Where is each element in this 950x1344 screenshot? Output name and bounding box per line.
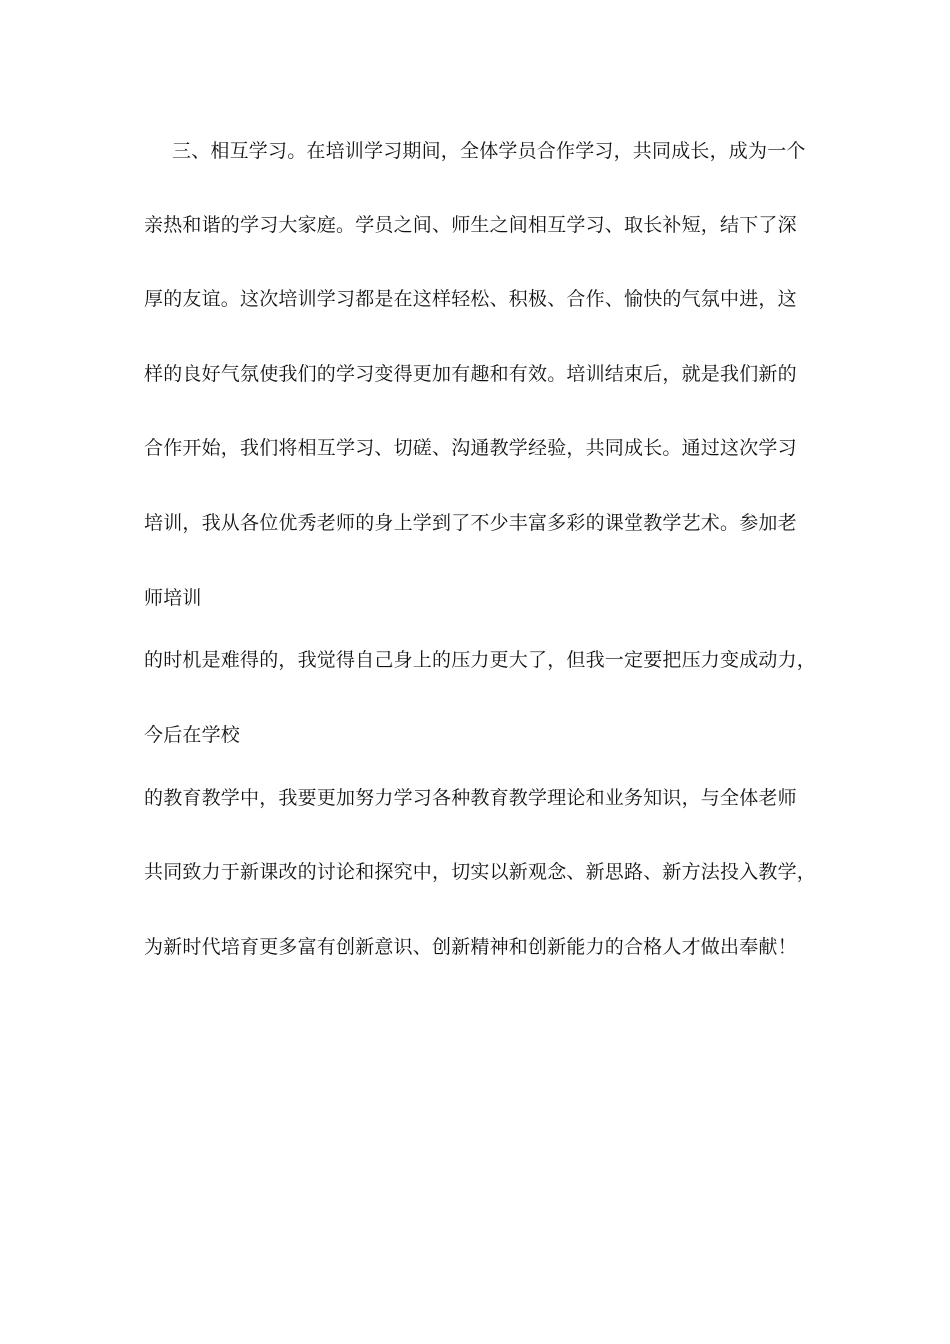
paragraph-line: 三、相互学习。在培训学习期间，全体学员合作学习，共同成长，成为一个 bbox=[172, 140, 806, 162]
paragraph-line: 的教育教学中，我要更加努力学习各种教育教学理论和业务知识，与全体老师 bbox=[144, 787, 797, 809]
paragraph-line: 厚的友谊。这次培训学习都是在这样轻松、积极、合作、愉快的气氛中进，这 bbox=[144, 288, 797, 310]
paragraph-line: 的时机是难得的，我觉得自己身上的压力更大了，但我一定要把压力变成动力， bbox=[144, 649, 817, 671]
paragraph-line: 合作开始，我们将相互学习、切磋、沟通教学经验，共同成长。通过这次学习 bbox=[144, 437, 797, 459]
paragraph-line: 为新时代培育更多富有创新意识、创新精神和创新能力的合格人才做出奉献！ bbox=[144, 936, 797, 958]
paragraph-line: 样的良好气氛使我们的学习变得更加有趣和有效。培训结束后，就是我们新的 bbox=[144, 363, 797, 385]
paragraph-line: 亲热和谐的学习大家庭。学员之间、师生之间相互学习、取长补短，结下了深 bbox=[144, 214, 797, 236]
paragraph-line: 培训，我从各位优秀老师的身上学到了不少丰富多彩的课堂教学艺术。参加老 bbox=[144, 512, 797, 534]
paragraph-line: 今后在学校 bbox=[144, 724, 241, 746]
paragraph-line: 共同致力于新课改的讨论和探究中，切实以新观念、新思路、新方法投入教学， bbox=[144, 861, 817, 883]
paragraph-line: 师培训 bbox=[144, 587, 202, 609]
